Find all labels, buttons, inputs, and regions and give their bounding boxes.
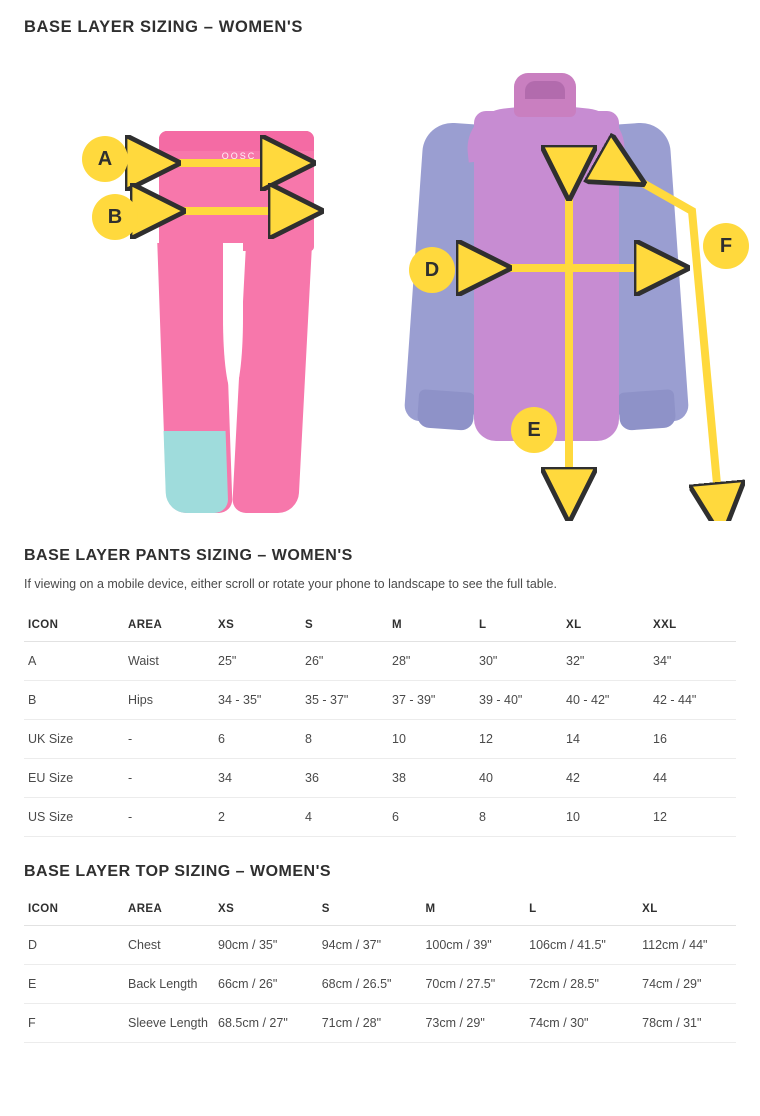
cell-area: - (124, 798, 214, 837)
cell-area: Back Length (124, 965, 214, 1004)
col-m: M (421, 893, 525, 926)
cell-xs: 25" (214, 642, 301, 681)
col-xl: XL (638, 893, 736, 926)
pants-section-title: BASE LAYER PANTS SIZING – WOMEN'S (24, 547, 353, 564)
cell-xs: 90cm / 35" (214, 926, 318, 965)
cell-s: 36 (301, 759, 388, 798)
cell-xl: 112cm / 44" (638, 926, 736, 965)
cell-icon: A (24, 642, 124, 681)
cell-xxl: 34" (649, 642, 736, 681)
leggings-waistband (159, 131, 314, 151)
badge-f: F (703, 223, 749, 269)
table-header-row (24, 893, 736, 926)
cell-area: Hips (124, 681, 214, 720)
top-size-table (24, 893, 736, 1043)
leggings-shape (159, 131, 314, 521)
cell-l: 39 - 40" (475, 681, 562, 720)
cell-xs: 66cm / 26" (214, 965, 318, 1004)
cell-area: - (124, 759, 214, 798)
cell-l: 30" (475, 642, 562, 681)
cell-l: 12 (475, 720, 562, 759)
leggings-right-leg (232, 243, 312, 513)
cell-s: 68cm / 26.5" (318, 965, 422, 1004)
leggings-left-cuff (164, 431, 229, 513)
pants-size-table (24, 609, 736, 837)
leggings-inseam-gap (223, 243, 243, 393)
col-s: S (301, 609, 388, 642)
table-row (24, 642, 736, 681)
page-title: BASE LAYER SIZING – WOMEN'S (24, 18, 303, 36)
cell-area: Sleeve Length (124, 1004, 214, 1043)
col-xxl: XXL (649, 609, 736, 642)
cell-area: - (124, 720, 214, 759)
badge-a: A (82, 136, 128, 182)
cell-l: 106cm / 41.5" (525, 926, 638, 965)
top-collar-inner (525, 81, 565, 99)
cell-s: 8 (301, 720, 388, 759)
cell-m: 37 - 39" (388, 681, 475, 720)
cell-l: 40 (475, 759, 562, 798)
table-row (24, 720, 736, 759)
size-guide-page (0, 18, 760, 1116)
col-area: AREA (124, 893, 214, 926)
table-row (24, 681, 736, 720)
cell-xs: 2 (214, 798, 301, 837)
table-row (24, 1004, 736, 1043)
cell-icon: F (24, 1004, 124, 1043)
cell-xxl: 16 (649, 720, 736, 759)
cell-area: Waist (124, 642, 214, 681)
cell-xl: 14 (562, 720, 649, 759)
top-torso (474, 111, 619, 441)
cell-s: 26" (301, 642, 388, 681)
col-s: S (318, 893, 422, 926)
cell-icon: US Size (24, 798, 124, 837)
cell-l: 8 (475, 798, 562, 837)
cell-m: 73cm / 29" (421, 1004, 525, 1043)
top-left-cuff (417, 389, 476, 431)
table-row (24, 759, 736, 798)
garment-diagrams (24, 51, 736, 521)
top-section-title: BASE LAYER TOP SIZING – WOMEN'S (24, 863, 332, 880)
col-m: M (388, 609, 475, 642)
badge-e: E (511, 407, 557, 453)
cell-m: 100cm / 39" (421, 926, 525, 965)
cell-xl: 10 (562, 798, 649, 837)
cell-s: 94cm / 37" (318, 926, 422, 965)
cell-l: 72cm / 28.5" (525, 965, 638, 1004)
cell-xs: 6 (214, 720, 301, 759)
leggings-illustration (54, 61, 354, 481)
top-right-cuff (618, 389, 677, 431)
leggings-brand-logo: OOSC (221, 151, 257, 161)
cell-icon: D (24, 926, 124, 965)
cell-icon: EU Size (24, 759, 124, 798)
cell-m: 70cm / 27.5" (421, 965, 525, 1004)
col-l: L (525, 893, 638, 926)
cell-area: Chest (124, 926, 214, 965)
table-row (24, 965, 736, 1004)
col-icon: ICON (24, 609, 124, 642)
cell-xl: 74cm / 29" (638, 965, 736, 1004)
cell-xs: 34 - 35" (214, 681, 301, 720)
col-xl: XL (562, 609, 649, 642)
cell-m: 28" (388, 642, 475, 681)
cell-l: 74cm / 30" (525, 1004, 638, 1043)
cell-xxl: 44 (649, 759, 736, 798)
col-area: AREA (124, 609, 214, 642)
table-header-row (24, 609, 736, 642)
cell-icon: UK Size (24, 720, 124, 759)
col-xs: XS (214, 609, 301, 642)
cell-xxl: 42 - 44" (649, 681, 736, 720)
cell-s: 4 (301, 798, 388, 837)
cell-m: 10 (388, 720, 475, 759)
table-row (24, 798, 736, 837)
cell-xl: 78cm / 31" (638, 1004, 736, 1043)
col-icon: ICON (24, 893, 124, 926)
cell-xxl: 12 (649, 798, 736, 837)
cell-m: 38 (388, 759, 475, 798)
cell-icon: E (24, 965, 124, 1004)
cell-xl: 42 (562, 759, 649, 798)
cell-xl: 40 - 42" (562, 681, 649, 720)
cell-xs: 68.5cm / 27" (214, 1004, 318, 1043)
col-l: L (475, 609, 562, 642)
cell-xs: 34 (214, 759, 301, 798)
cell-xl: 32" (562, 642, 649, 681)
cell-m: 6 (388, 798, 475, 837)
badge-b: B (92, 194, 138, 240)
badge-d: D (409, 247, 455, 293)
cell-s: 71cm / 28" (318, 1004, 422, 1043)
cell-s: 35 - 37" (301, 681, 388, 720)
pants-section-note: If viewing on a mobile device, either scroll or rotate your phone to landscape to see the full table. (24, 577, 557, 591)
col-xs: XS (214, 893, 318, 926)
cell-icon: B (24, 681, 124, 720)
table-row (24, 926, 736, 965)
